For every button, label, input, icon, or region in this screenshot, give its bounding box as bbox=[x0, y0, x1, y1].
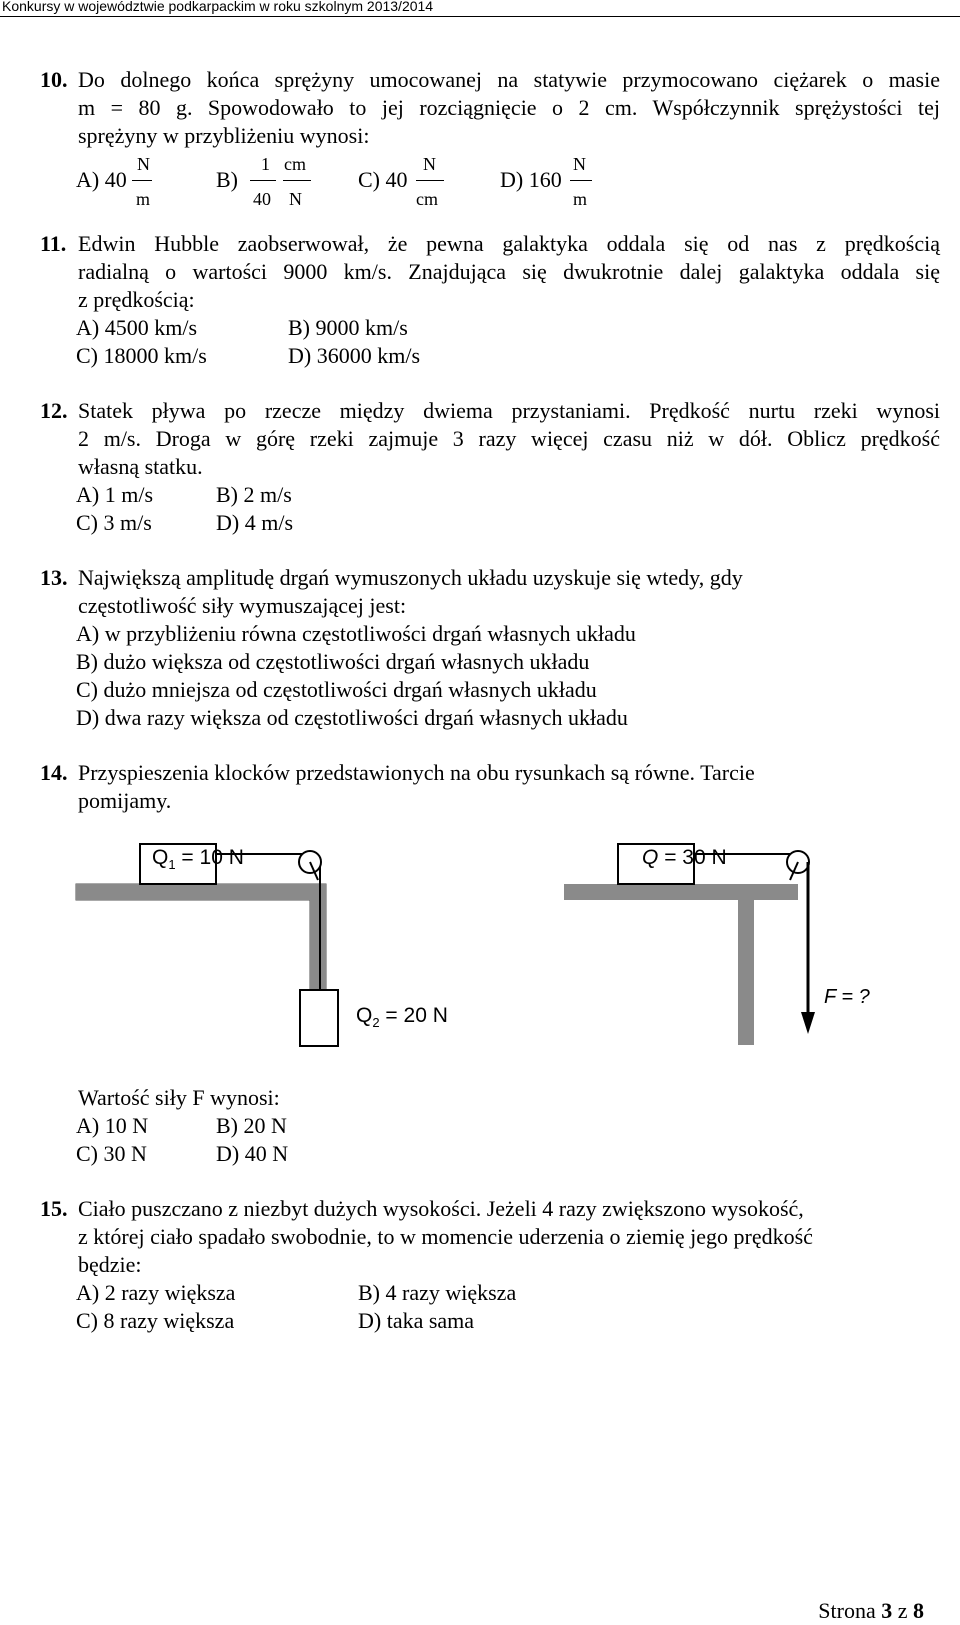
q-label bbox=[642, 846, 727, 870]
question-prompt: Wartość siły F wynosi: bbox=[78, 1085, 280, 1110]
question-text: będzie: bbox=[78, 1252, 142, 1277]
q2-label bbox=[356, 1004, 448, 1030]
question-text: 2 m/s. Droga w górę rzeki zajmuje 3 razy więcej czasu niż w dół. Oblicz prędkość bbox=[78, 426, 940, 451]
answer-a: A) 40 bbox=[76, 167, 127, 192]
block-q2 bbox=[300, 990, 338, 1046]
question-number: 12. bbox=[40, 398, 68, 423]
footer-prefix: Strona bbox=[818, 1598, 882, 1623]
fraction-bar bbox=[570, 180, 592, 181]
header-text: Konkursy w województwie podkarpackim w roku szkolnym 2013/2014 bbox=[2, 0, 434, 14]
question-text: Przyspieszenia klocków przedstawionych na obu rysunkach są równe. Tarcie bbox=[78, 760, 755, 785]
question-text: pomijamy. bbox=[78, 788, 172, 813]
force-arrow-icon bbox=[801, 1012, 815, 1034]
answer-c: C) 18000 km/s bbox=[76, 343, 207, 368]
answer-a: A) 1 m/s bbox=[76, 482, 153, 507]
pulley-figures bbox=[0, 840, 960, 1060]
question-text: Do dolnego końca sprężyny umocowanej na statywie przymocowano ciężarek o masie bbox=[78, 67, 940, 92]
question-text: Największą amplitudę drgań wymuszonych układu uzyskuje się wtedy, gdy bbox=[78, 565, 743, 590]
table-wall bbox=[76, 884, 326, 1045]
answer-d: D) 36000 km/s bbox=[288, 343, 420, 368]
q2-value: = 20 N bbox=[385, 1004, 448, 1027]
question-text: z której ciało spadało swobodnie, to w momencie uderzenia o ziemię jego prędkość bbox=[78, 1224, 813, 1249]
question-number: 14. bbox=[40, 760, 68, 785]
fraction-bar bbox=[416, 180, 444, 181]
answer-d: D) dwa razy większa od częstotliwości drgań własnych układu bbox=[76, 705, 628, 730]
fraction-numerator: N bbox=[573, 154, 586, 174]
question-number: 10. bbox=[40, 67, 68, 92]
q1-symbol: Q bbox=[152, 846, 169, 869]
question-text: m = 80 g. Spowodowało to jej rozciągnięcie o 2 cm. Współczynnik sprężystości tej bbox=[78, 95, 940, 120]
fraction-denominator: cm bbox=[416, 189, 438, 209]
fraction-denominator: m bbox=[136, 189, 151, 209]
fraction-bar bbox=[250, 180, 276, 181]
question-text: z prędkością: bbox=[78, 287, 195, 312]
answer-c: C) 3 m/s bbox=[76, 510, 152, 535]
answer-c: C) 8 razy większa bbox=[76, 1308, 235, 1333]
answer-b: B) 4 razy większa bbox=[358, 1280, 517, 1305]
figure-1 bbox=[76, 844, 338, 1046]
answer-b: B) dużo większa od częstotliwości drgań własnych układu bbox=[76, 649, 590, 674]
answer-b: B) 9000 km/s bbox=[288, 315, 408, 340]
fraction-numerator: N bbox=[137, 154, 150, 174]
table-surface bbox=[564, 884, 798, 900]
q-symbol: Q bbox=[642, 846, 659, 869]
q1-value: = 10 N bbox=[181, 846, 244, 869]
answer-b: B) 2 m/s bbox=[216, 482, 292, 507]
answer-a: A) 10 N bbox=[76, 1113, 149, 1138]
question-text: Statek pływa po rzecze między dwiema przystaniami. Prędkość nurtu rzeki wynosi bbox=[78, 398, 940, 423]
fraction-numerator: N bbox=[423, 154, 436, 174]
q-value: = 30 N bbox=[664, 846, 727, 869]
q1-subscript: 1 bbox=[168, 857, 176, 873]
page-header bbox=[0, 0, 960, 15]
answer-a: A) 4500 km/s bbox=[76, 315, 197, 340]
question-text: własną statku. bbox=[78, 454, 203, 479]
header-rule bbox=[0, 16, 960, 17]
fraction-numerator: 1 bbox=[261, 154, 270, 174]
f-label: F = ? bbox=[824, 986, 870, 1008]
table-surface bbox=[76, 884, 310, 900]
answer-a: A) 2 razy większa bbox=[76, 1280, 236, 1305]
answer-d: D) taka sama bbox=[358, 1308, 475, 1333]
answer-c: C) 40 bbox=[358, 167, 408, 192]
question-text: Ciało puszczano z niezbyt dużych wysokości. Jeżeli 4 razy zwiększono wysokość, bbox=[78, 1196, 804, 1221]
answer-d: D) 4 m/s bbox=[216, 510, 293, 535]
answer-b: B) bbox=[216, 167, 238, 192]
q1-label bbox=[152, 846, 244, 872]
answer-d: D) 40 N bbox=[216, 1141, 289, 1166]
question-text: Edwin Hubble zaobserwował, że pewna galaktyka oddala się od nas z prędkością bbox=[78, 231, 940, 256]
fraction-bar bbox=[283, 180, 311, 181]
answer-c: C) dużo mniejsza od częstotliwości drgań własnych układu bbox=[76, 677, 597, 702]
fraction-denominator: N bbox=[289, 189, 302, 209]
table-leg bbox=[738, 884, 754, 1045]
question-text: częstotliwość siły wymuszającej jest: bbox=[78, 593, 407, 618]
answer-c: C) 30 N bbox=[76, 1141, 147, 1166]
fraction-denominator: m bbox=[573, 189, 588, 209]
question-number: 13. bbox=[40, 565, 68, 590]
question-number: 11. bbox=[40, 231, 67, 256]
footer-sep: z bbox=[892, 1598, 913, 1623]
answer-a: A) w przybliżeniu równa częstotliwości drgań własnych układu bbox=[76, 621, 636, 646]
q2-subscript: 2 bbox=[372, 1015, 380, 1031]
answer-b: B) 20 N bbox=[216, 1113, 287, 1138]
question-text: radialną o wartości 9000 km/s. Znajdująca się dwukrotnie dalej galaktyka oddala się bbox=[78, 259, 940, 284]
question-number: 15. bbox=[40, 1196, 68, 1221]
answer-d: D) 160 bbox=[500, 167, 562, 192]
footer-page: 3 bbox=[881, 1598, 893, 1623]
fraction-numerator: cm bbox=[284, 154, 306, 174]
figure-2 bbox=[564, 844, 815, 1045]
fraction-denominator: 40 bbox=[253, 189, 271, 209]
page-footer bbox=[818, 1598, 924, 1624]
q2-symbol: Q bbox=[356, 1004, 373, 1027]
question-text: sprężyny w przybliżeniu wynosi: bbox=[78, 123, 370, 148]
footer-total: 8 bbox=[913, 1598, 924, 1623]
fraction-bar bbox=[132, 180, 152, 181]
